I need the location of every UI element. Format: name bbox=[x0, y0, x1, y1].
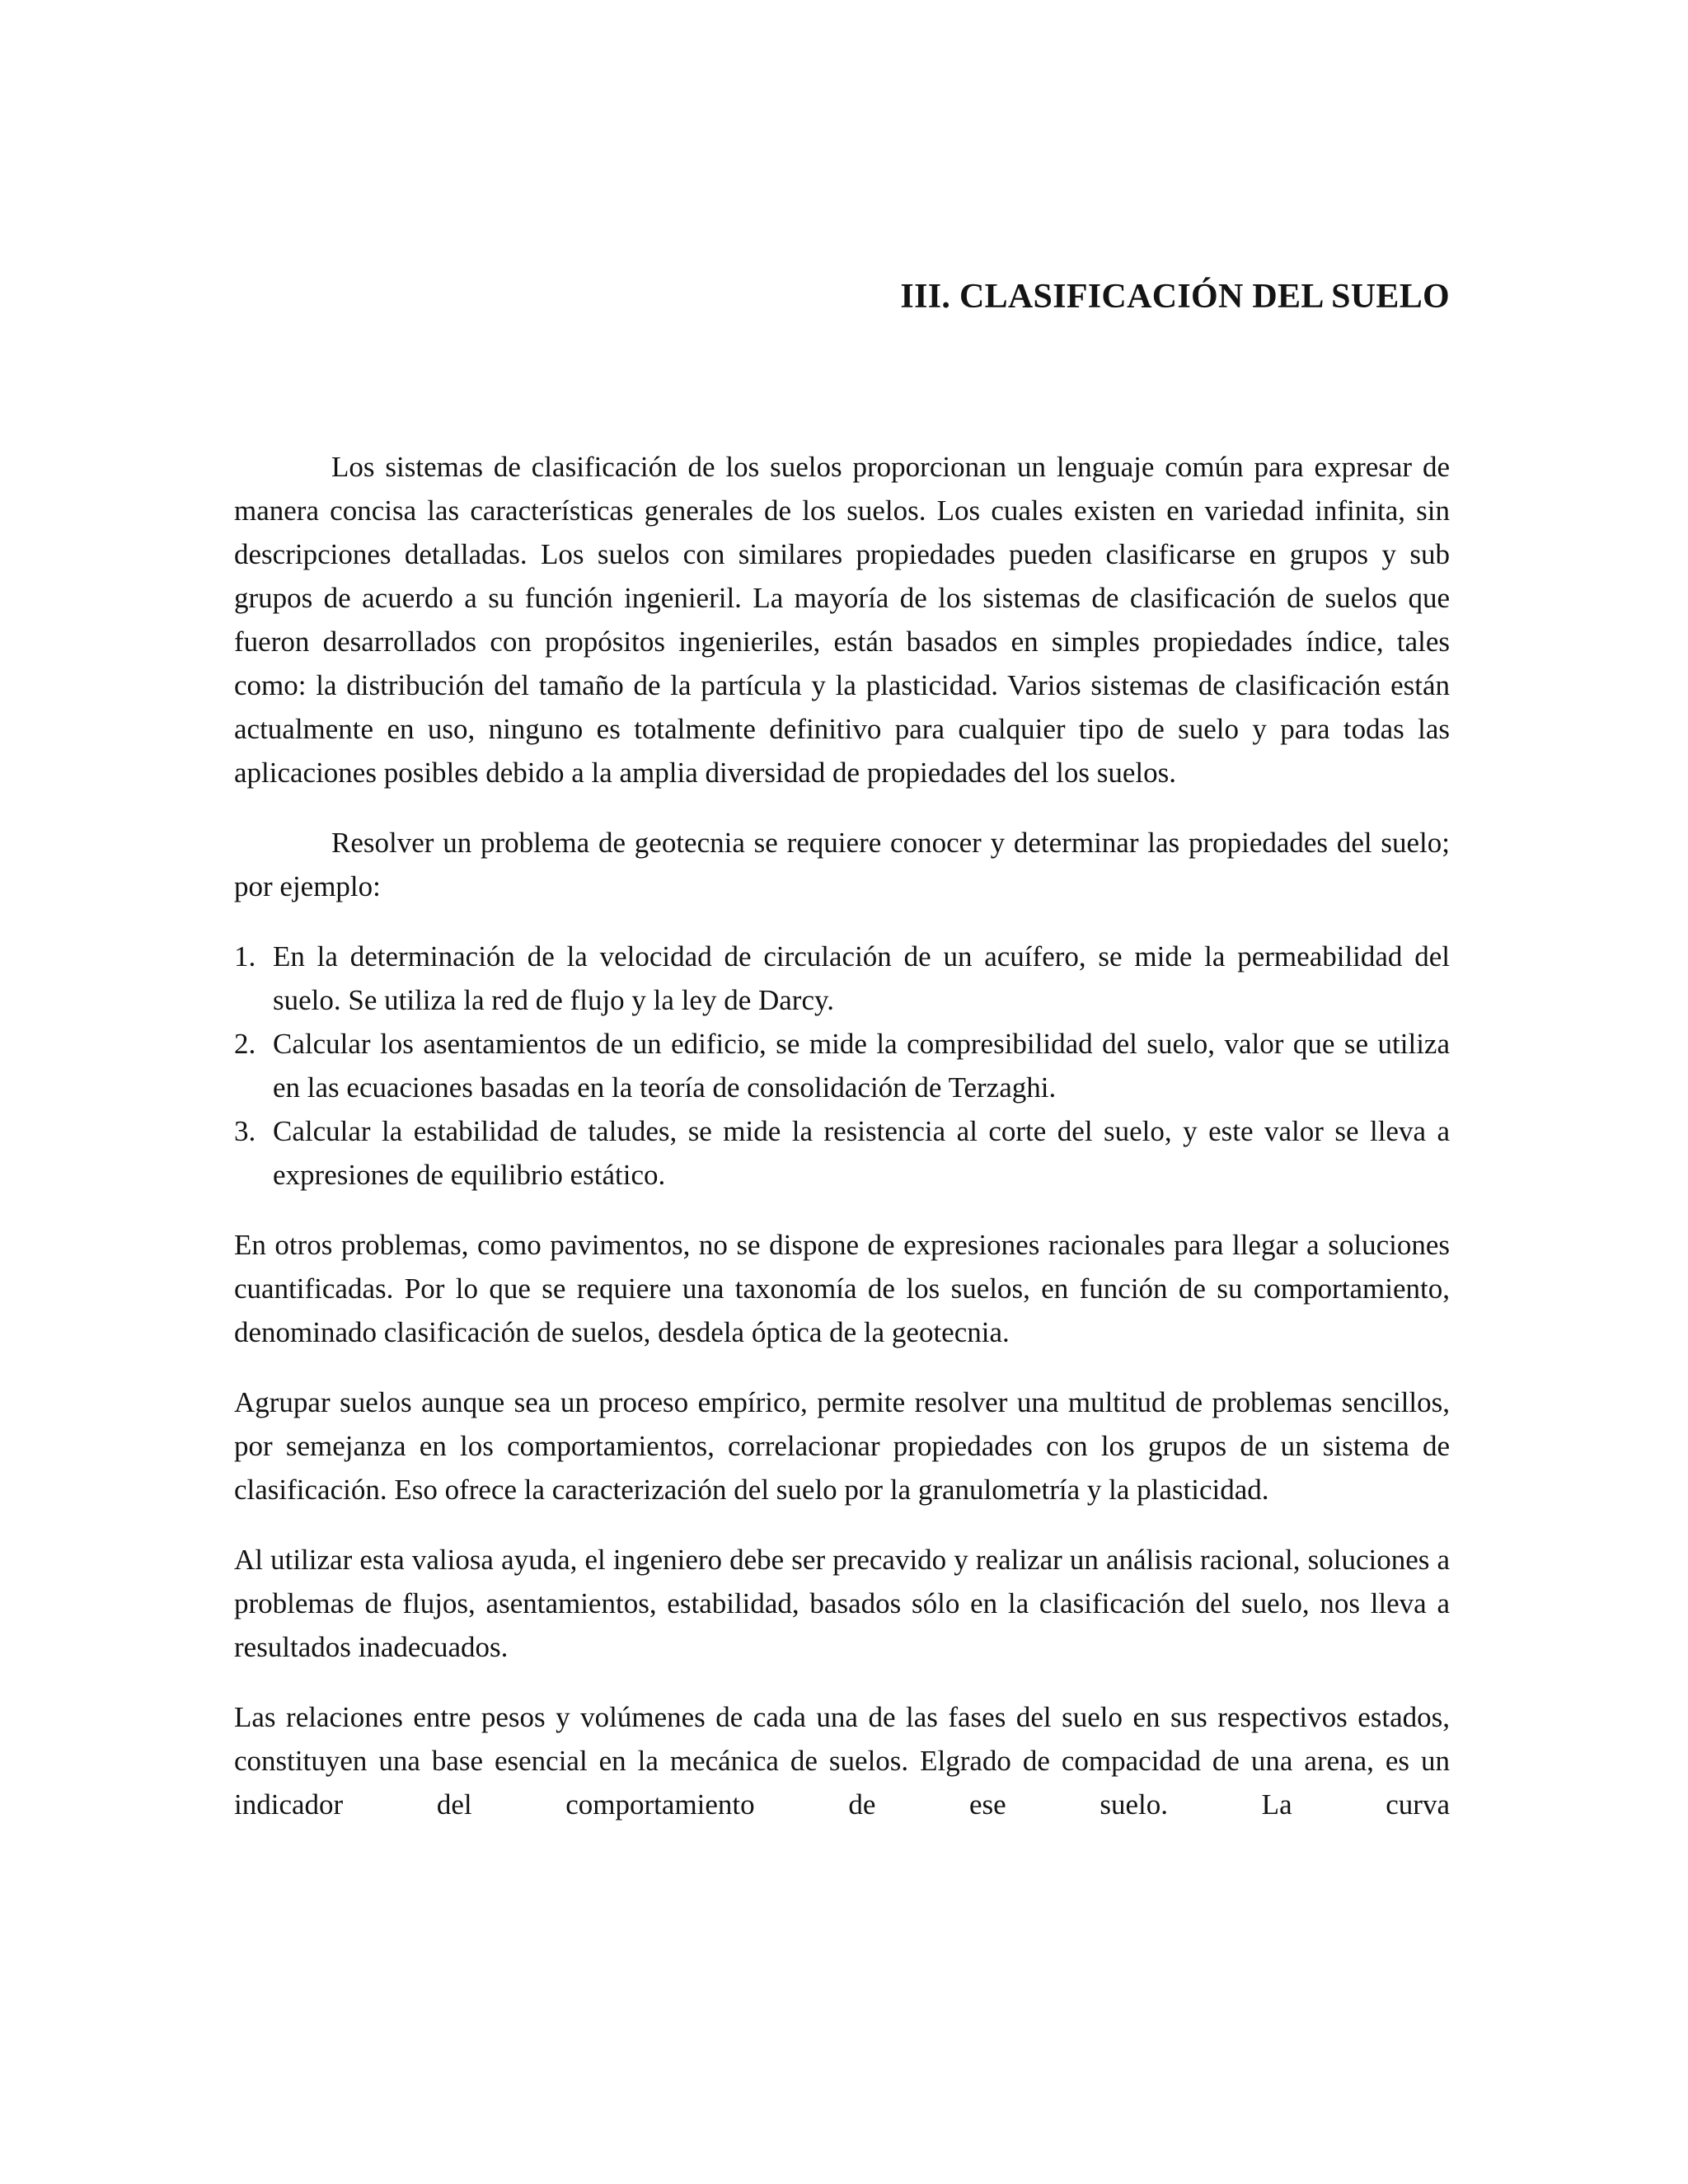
paragraph-caution: Al utilizar esta valiosa ayuda, el ingeniero debe ser precavido y realizar un análisis racional, soluciones a problemas de flujos, asentamientos, estabilidad, basados sólo en la clasificación del suelo, nos lleva a resultados inadecuados. bbox=[234, 1544, 1450, 1663]
list-item bbox=[234, 1109, 1450, 1197]
examples-list bbox=[234, 935, 1450, 1197]
list-item-number: 3. bbox=[234, 1115, 256, 1147]
list-item-text: Calcular los asentamientos de un edificio, se mide la compresibilidad del suelo, valor que se utiliza en las ecuaciones basadas en la teoría de consolidación de Terzaghi. bbox=[273, 1028, 1450, 1104]
list-item bbox=[234, 935, 1450, 1022]
paragraph-intro: Los sistemas de clasificación de los suelos proporcionan un lenguaje común para expresar de manera concisa las características generales de los suelos. Los cuales existen en variedad infinita, sin descripciones detalladas. Los suelos con similares propiedades pueden clasificarse en grupos y sub grupos de acuerdo a su función ingenieril. La mayoría de los sistemas de clasificación de suelos que fueron desarrollados con propósitos ingenieriles, están basados en simples propiedades índice, tales como: la distribución del tamaño de la partícula y la plasticidad. Varios sistemas de clasificación están actualmente en uso, ninguno es totalmente definitivo para cualquier tipo de suelo y para todas las aplicaciones posibles debido a la amplia diversidad de propiedades del los suelos. bbox=[234, 451, 1450, 789]
list-item-text: En la determinación de la velocidad de circulación de un acuífero, se mide la permeabilidad del suelo. Se utiliza la red de flujo y la ley de Darcy. bbox=[273, 940, 1450, 1016]
chapter-title: III. CLASIFICACIÓN DEL SUELO bbox=[900, 278, 1450, 316]
paragraph-examples-lead: Resolver un problema de geotecnia se requiere conocer y determinar las propiedades del suelo; por ejemplo: bbox=[234, 827, 1450, 902]
body-text bbox=[234, 445, 1450, 1826]
list-item-number: 2. bbox=[234, 1028, 256, 1060]
paragraph-pavements: En otros problemas, como pavimentos, no se dispone de expresiones racionales para llegar a soluciones cuantificadas. Por lo que se requiere una taxonomía de los suelos, en función de su comportamiento, denominado clasificación de suelos, desdela óptica de la geotecnia. bbox=[234, 1229, 1450, 1348]
list-item bbox=[234, 1022, 1450, 1109]
list-item-number: 1. bbox=[234, 940, 256, 972]
list-item-text: Calcular la estabilidad de taludes, se mide la resistencia al corte del suelo, y este valor se lleva a expresiones de equilibrio estático. bbox=[273, 1115, 1450, 1191]
paragraph-weight-volume: Las relaciones entre pesos y volúmenes de cada una de las fases del suelo en sus respectivos estados, constituyen una base esencial en la mecánica de suelos. Elgrado de compacidad de una arena, es un indicador del comportamiento de ese suelo. La curva bbox=[234, 1701, 1450, 1821]
paragraph-grouping: Agrupar suelos aunque sea un proceso empírico, permite resolver una multitud de problemas sencillos, por semejanza en los comportamientos, correlacionar propiedades con los grupos de un sistema de clasificación. Eso ofrece la caracterización del suelo por la granulometría y la plasticidad. bbox=[234, 1386, 1450, 1506]
page-content bbox=[234, 272, 1450, 1853]
